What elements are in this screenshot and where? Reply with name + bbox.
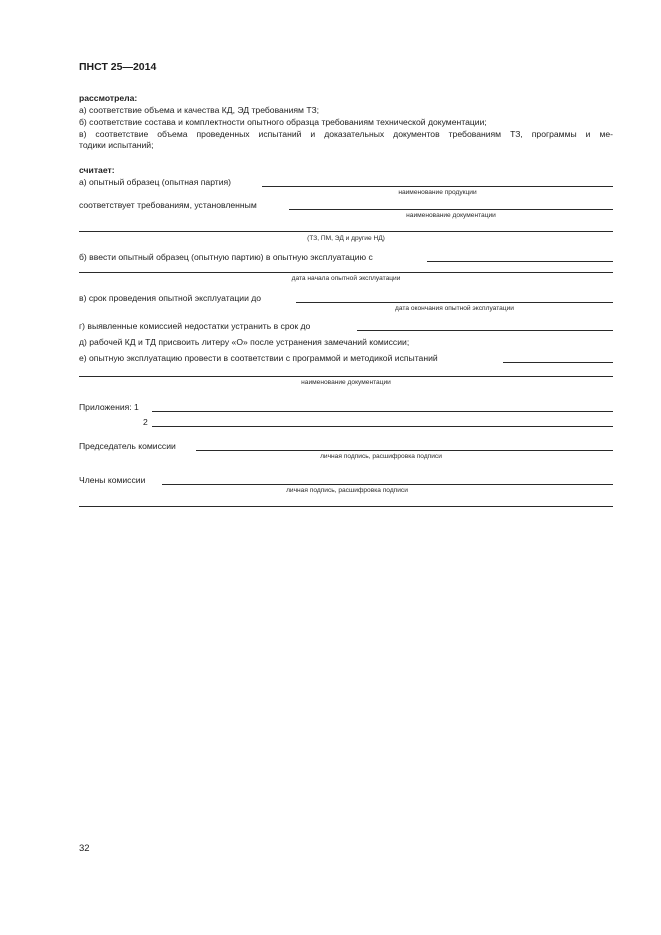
reviewed-heading: рассмотрела: <box>79 93 138 103</box>
attachment-2-line[interactable] <box>152 426 613 427</box>
product-name-line[interactable] <box>262 186 613 187</box>
product-name-caption: наименование продукции <box>398 189 477 196</box>
chairman-signature-line[interactable] <box>196 450 613 451</box>
document-code-header: ПНСТ 25—2014 <box>79 61 157 73</box>
start-date-line[interactable] <box>427 261 613 262</box>
attachment-1-line[interactable] <box>152 411 613 412</box>
reviewed-item-v-continued: тодики испытаний; <box>79 140 154 150</box>
item-b-label: б) ввести опытный образец (опытную партию) в опытную эксплуатацию с <box>79 252 373 262</box>
deadline-line[interactable] <box>357 330 613 331</box>
documentation-name-caption: наименование документации <box>406 212 496 219</box>
reviewed-item-v: в) соответствие объема проведенных испытаний и доказательных документов требованиям ТЗ, программы и ме- <box>79 129 613 139</box>
start-date-line-continued[interactable] <box>79 272 613 273</box>
program-caption: наименование документации <box>301 379 391 386</box>
program-line-continued[interactable] <box>79 376 613 377</box>
chairman-signature-caption: личная подпись, расшифровка подписи <box>320 453 442 460</box>
end-date-line[interactable] <box>296 302 613 303</box>
page-number: 32 <box>79 843 90 854</box>
attachments-label: Приложения: 1 <box>79 402 139 412</box>
attachment-2-number: 2 <box>143 417 148 427</box>
program-line[interactable] <box>503 362 613 363</box>
members-signature-line[interactable] <box>162 484 613 485</box>
members-label: Члены комиссии <box>79 475 146 485</box>
item-g-label: г) выявленные комиссией недостатки устранить в срок до <box>79 321 311 331</box>
considers-heading: считает: <box>79 165 115 175</box>
documentation-name-line[interactable] <box>289 209 613 210</box>
item-d-label: д) рабочей КД и ТД присвоить литеру «О» после устранения замечаний комиссии; <box>79 337 410 347</box>
chairman-label: Председатель комиссии <box>79 441 176 451</box>
start-date-caption: дата начала опытной эксплуатации <box>291 275 401 282</box>
documents-list-caption: (ТЗ, ПМ, ЭД и другие НД) <box>307 235 385 242</box>
end-date-caption: дата окончания опытной эксплуатации <box>395 305 514 312</box>
documents-list-line[interactable] <box>79 231 613 232</box>
item-e-label: е) опытную эксплуатацию провести в соответствии с программой и методикой испытаний <box>79 353 438 363</box>
item-v-label: в) срок проведения опытной эксплуатации до <box>79 293 262 303</box>
members-signature-caption: личная подпись, расшифровка подписи <box>286 487 408 494</box>
members-signature-line-2[interactable] <box>79 506 613 507</box>
reviewed-item-b: б) соответствие состава и комплектности опытного образца требованиям технической документации; <box>79 117 487 127</box>
reviewed-item-a: а) соответствие объема и качества КД, ЭД требованиям ТЗ; <box>79 105 320 115</box>
item-a-label: а) опытный образец (опытная партия) <box>79 177 232 187</box>
conforms-label: соответствует требованиям, установленным <box>79 200 257 210</box>
